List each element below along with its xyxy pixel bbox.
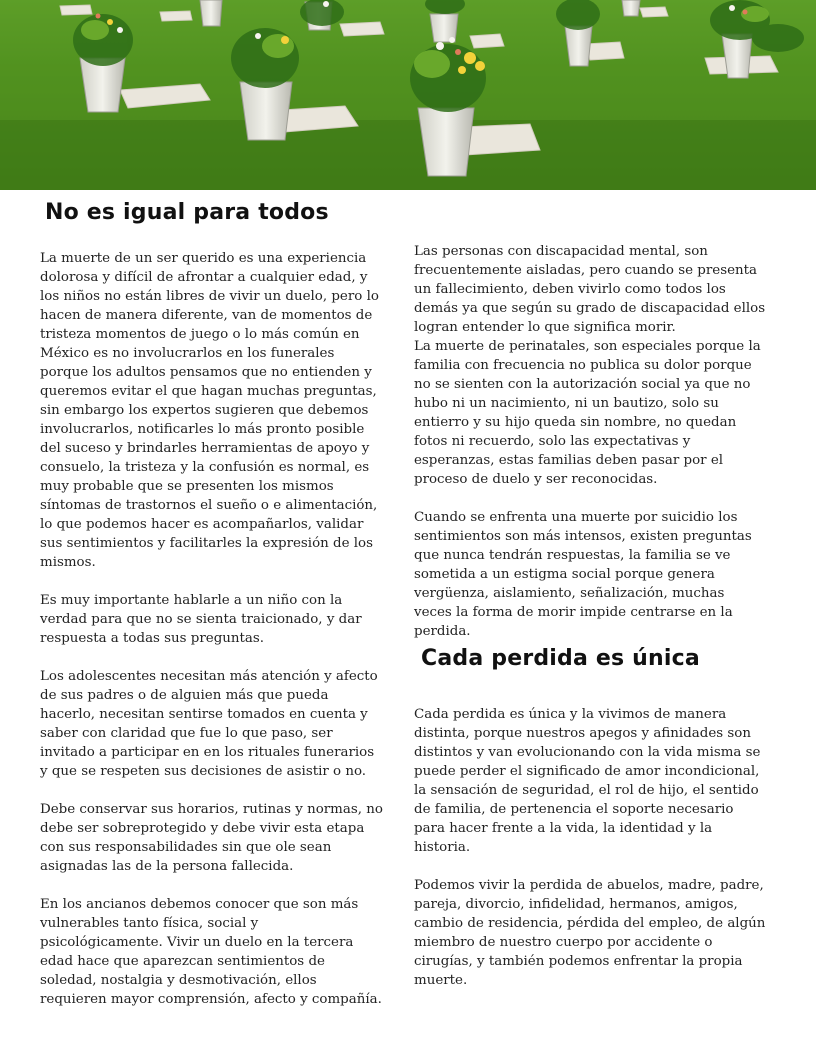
paragraph-cada-perdida: Cada perdida es única y la vivimos de manera distinta, porque nuestros apegos y afinidades son distintos y van evolucionando con la vida misma se puede perder el significado de amor incondicional, la sensación de seguridad, el rol de hijo, el sentido de familia, de pertenencia el soporte necesario para hacer frente a la vida, la identidad y la historia. <box>414 707 761 855</box>
paragraph-horarios: Debe conservar sus horarios, rutinas y normas, no debe ser sobreprotegido y debe vivir esta etapa con sus responsabilidades sin que ole sean asignadas las de la persona fallecida. <box>40 802 383 874</box>
paragraph-discapacidad: Las personas con discapacidad mental, son frecuentemente aisladas, pero cuando se presenta un fallecimiento, deben vivirlo como todos los demás ya que según su grado de discapacidad ellos logran entender lo que significa morir. <box>414 244 766 335</box>
paragraph-adolescentes: Los adolescentes necesitan más atención y afecto de sus padres o de alguien más que pueda hacerlo, necesitan sentirse tomados en cuenta y saber con claridad que fue lo que paso, ser invitado a participar en en los rituales funerarios y que se respeten sus decisiones de asistir o no. <box>40 669 378 779</box>
paragraph-verdad: Es muy importante hablarle a un niño con la verdad para que no se sienta traicionado, y dar respuesta a todas sus preguntas. <box>40 593 362 646</box>
paragraph-suicidio: Cuando se enfrenta una muerte por suicidio los sentimientos son más intensos, existen preguntas que nunca tendrán respuestas, la familia se ve sometida a un estigma social porque genera vergüenza, aislamiento, señalización, muchas veces la forma de morir impide centrarse en la perdida. <box>414 510 752 639</box>
paragraph-ancianos: En los ancianos debemos conocer que son más vulnerables tanto física, social y psicológicamente. Vivir un duelo en la tercera edad hace que aparezcan sentimientos de soledad, nostalgia y desmotivación, ellos requieren mayor comprensión, afecto y compañía. <box>40 897 382 1007</box>
cemetery-illustration <box>0 0 816 190</box>
cemetery-photo <box>0 0 816 190</box>
right-column-text-bottom <box>414 705 766 1009</box>
paragraph-ninos: La muerte de un ser querido es una experiencia dolorosa y difícil de afrontar a cualquier edad, y los niños no están libres de vivir un duelo, pero lo hacen de manera diferente, van de momentos de tristeza momentos de juego o lo más común en México es no involucrarlos en los funerales porque los adultos pensamos que no entienden y queremos evitar el que hagan muchas preguntas, sin embargo los expertos sugieren que debemos involucrarlos, notificarles lo más pronto posible del suceso y brindarles herramientas de apoyo y consuelo, la tristeza y la confusión es normal, es muy probable que se presenten los mismos síntomas de trastornos el sueño o e alimentación, lo que podemos hacer es acompañarlos, validar sus sentimientos y facilitarles la expresión de los mismos. <box>40 251 379 570</box>
left-column-text <box>40 249 385 1028</box>
paragraph-podemos-vivir: Podemos vivir la perdida de abuelos, madre, padre, pareja, divorcio, infidelidad, hermanos, amigos, cambio de residencia, pérdida del empleo, de algún miembro de nuestro cuerpo por accidente o cirugías, y también podemos enfrentar la propia muerte. <box>414 878 766 988</box>
section-heading-no-es-igual: No es igual para todos <box>45 200 329 225</box>
right-column-text-top <box>414 242 766 660</box>
section-heading-cada-perdida: Cada perdida es única <box>421 646 700 671</box>
paragraph-perinatales: La muerte de perinatales, son especiales porque la familia con frecuencia no publica su dolor porque no se sienten con la autorización social ya que no hubo ni un nacimiento, ni un bautizo, solo su entierro y su hijo queda sin nombre, no quedan fotos ni recuerdo, solo las expectativas y esperanzas, estas familias deben pasar por el proceso de duelo y ser reconocidas. <box>414 339 761 487</box>
